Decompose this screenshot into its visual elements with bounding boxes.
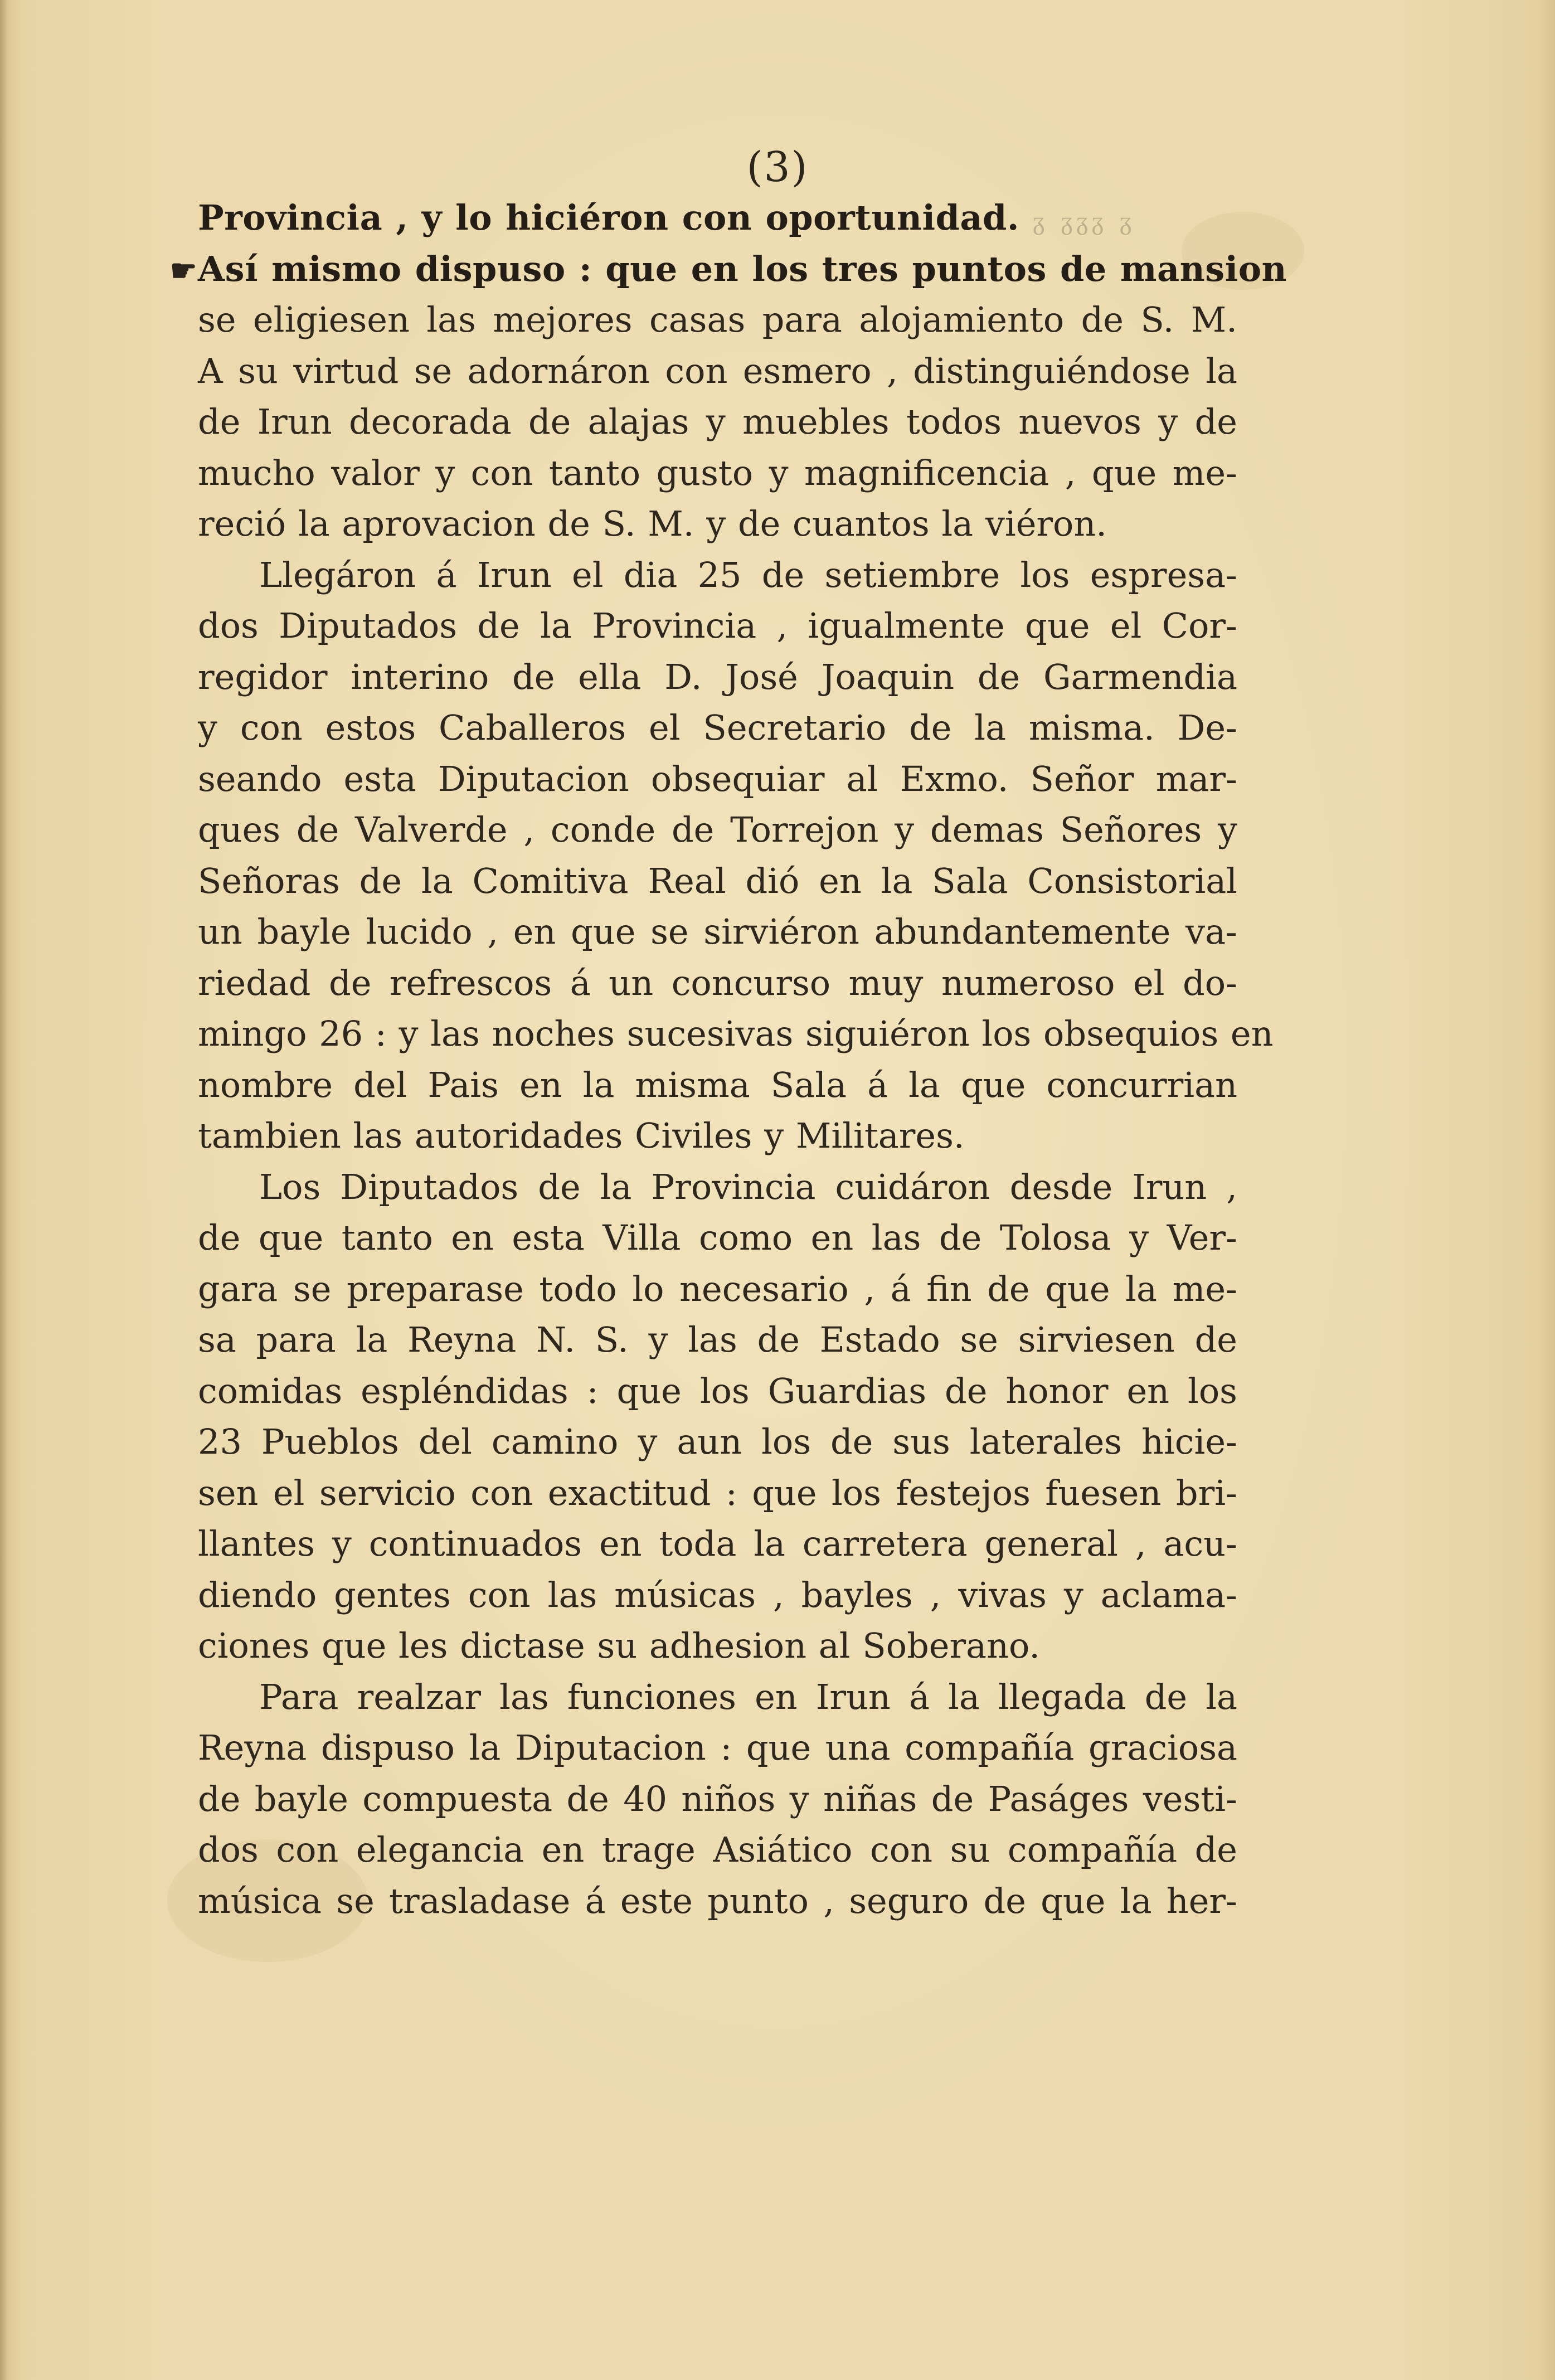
text-line-16: mingo 26 : y las noches sucesivas siguiéron los obsequios en: [198, 1013, 1274, 1054]
text-line-3: A su virtud se adornáron con esmero , distinguiéndose la: [198, 350, 1237, 391]
text-line-1: [170, 244, 1287, 295]
text-line-5: mucho valor y con tanto gusto y magnificencia , que me-: [198, 452, 1237, 493]
text-line-12: ques de Valverde , conde de Torrejon y demas Señores y: [198, 809, 1237, 850]
text-line-6: reció la aprovacion de S. M. y de cuantos la viéron.: [198, 503, 1107, 544]
text-line-19: Los Diputados de la Provincia cuidáron desde Irun ,: [259, 1166, 1237, 1207]
page-number: (3): [746, 143, 809, 191]
line-text: Así mismo dispuso : que en los tres puntos de mansion: [198, 248, 1287, 289]
text-line-10: y con estos Caballeros el Secretario de la misma. De-: [198, 707, 1237, 748]
text-line-27: diendo gentes con las músicas , bayles , vivas y aclama-: [198, 1574, 1237, 1615]
bleed-through-text: ᵹ ᵹᵹᵹ ᵹ: [1033, 206, 1135, 236]
text-line-9: regidor interino de ella D. José Joaquin de Garmendia: [198, 656, 1237, 697]
text-line-30: Reyna dispuso la Diputacion : que una compañía graciosa: [198, 1727, 1237, 1768]
body-text: [170, 192, 1287, 1926]
text-line-22: sa para la Reyna N. S. y las de Estado se sirviesen de: [198, 1319, 1237, 1360]
text-line-24: 23 Pueblos del camino y aun los de sus laterales hicie-: [198, 1421, 1237, 1462]
manicule-icon: ☛: [170, 252, 197, 288]
text-line-7: Llegáron á Irun el dia 25 de setiembre los espresa-: [259, 554, 1237, 595]
text-line-28: ciones que les dictase su adhesion al Soberano.: [198, 1625, 1040, 1666]
text-line-11: seando esta Diputacion obsequiar al Exmo. Señor mar-: [198, 758, 1237, 799]
page-gutter-shadow: [0, 0, 8, 2380]
text-line-20: de que tanto en esta Villa como en las de Tolosa y Ver-: [198, 1217, 1237, 1258]
text-line-26: llantes y continuados en toda la carretera general , acu-: [198, 1523, 1237, 1564]
text-line-18: tambien las autoridades Civiles y Militares.: [198, 1115, 965, 1156]
text-line-14: un bayle lucido , en que se sirviéron abundantemente va-: [198, 911, 1237, 952]
text-line-21: gara se preparase todo lo necesario , á fin de que la me-: [198, 1268, 1237, 1309]
text-line-8: dos Diputados de la Provincia , igualmente que el Cor-: [198, 605, 1237, 646]
text-line-25: sen el servicio con exactitud : que los festejos fuesen bri-: [198, 1472, 1237, 1513]
text-line-2: se eligiesen las mejores casas para alojamiento de S. M.: [198, 299, 1237, 340]
text-line-23: comidas espléndidas : que los Guardias de honor en los: [198, 1370, 1237, 1411]
text-line-29: Para realzar las funciones en Irun á la llegada de la: [259, 1676, 1237, 1717]
text-line-32: dos con elegancia en trage Asiático con su compañía de: [198, 1829, 1237, 1870]
text-line-0: [198, 192, 1237, 244]
text-line-17: nombre del Pais en la misma Sala á la que concurrian: [198, 1064, 1237, 1105]
text-line-15: riedad de refrescos á un concurso muy numeroso el do-: [198, 962, 1237, 1003]
text-line-4: de Irun decorada de alajas y muebles todos nuevos y de: [198, 401, 1237, 442]
text-line-13: Señoras de la Comitiva Real dió en la Sala Consistorial: [198, 860, 1237, 901]
text-line-33: música se trasladase á este punto , seguro de que la her-: [198, 1880, 1237, 1921]
text-line-31: de bayle compuesta de 40 niños y niñas de Paságes vesti-: [198, 1778, 1237, 1819]
first-line-text: Provincia , y lo hiciéron con oportunidad.: [198, 197, 1019, 238]
